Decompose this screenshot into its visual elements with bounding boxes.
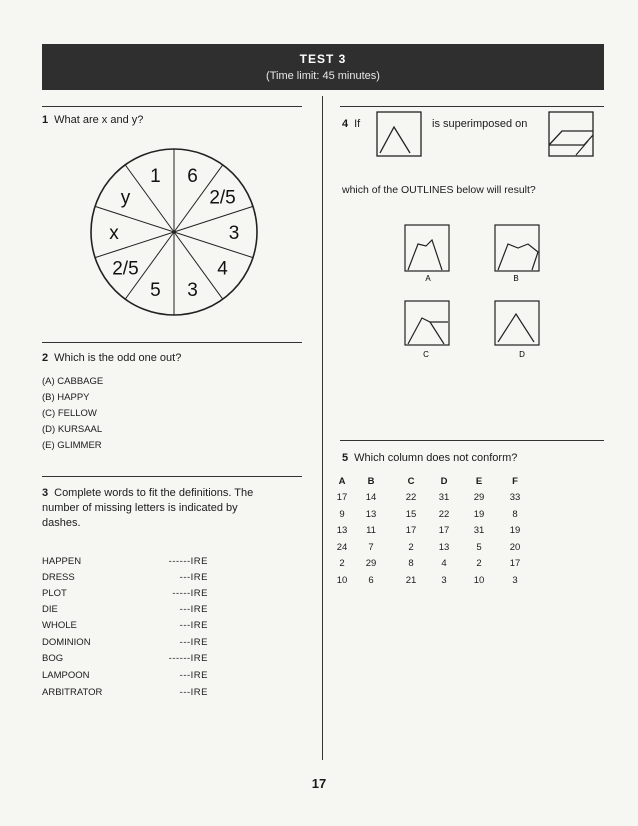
- table-cell: 7: [368, 541, 374, 553]
- outline-option-a: [404, 224, 452, 284]
- table-cell: 13: [365, 508, 377, 520]
- outline-label-d: D: [519, 350, 525, 359]
- divider: [340, 440, 604, 441]
- question-1: [42, 114, 143, 126]
- table-cell: 13: [438, 541, 450, 553]
- column-header: C: [407, 476, 415, 487]
- table-cell: 19: [473, 508, 485, 520]
- table-cell: 29: [365, 558, 377, 569]
- wheel-spoke: [174, 232, 223, 302]
- outline-option-d: [494, 300, 542, 360]
- column-divider: [322, 96, 323, 760]
- question-3: [42, 486, 253, 531]
- table-cell: 3: [512, 574, 518, 586]
- question-text: Which is the odd one out?: [54, 352, 182, 364]
- question-4: [342, 118, 360, 130]
- column-header: D: [440, 476, 448, 487]
- clue-word: HAPPEN: [42, 556, 82, 567]
- answer-pattern: ---IRE: [179, 670, 208, 681]
- answer-pattern: ---IRE: [179, 687, 208, 698]
- clue-word: WHOLE: [42, 620, 77, 631]
- option-d: (D) KURSAAL: [42, 424, 103, 435]
- table-cell: 22: [438, 508, 450, 520]
- table-cell: 33: [509, 492, 521, 503]
- table-cell: 24: [336, 541, 348, 553]
- table-cell: 17: [438, 525, 450, 536]
- table-cell: 17: [405, 525, 417, 536]
- table-cell: 31: [438, 492, 450, 503]
- table-cell: 8: [408, 558, 414, 569]
- table-cell: 2: [339, 558, 345, 569]
- option-b: (B) HAPPY: [42, 392, 90, 403]
- shape-parallelogram-box: [548, 111, 594, 157]
- question-number: 5: [342, 452, 349, 464]
- shape-triangle-box: [376, 111, 422, 157]
- clue-word: DIE: [42, 604, 58, 615]
- column-header: F: [512, 476, 518, 487]
- clue-word: LAMPOON: [42, 670, 90, 681]
- option-e: (E) GLIMMER: [42, 440, 102, 451]
- option-c: (C) FELLOW: [42, 408, 97, 419]
- question-text-line: number of missing letters is indicated by: [42, 502, 238, 514]
- table-cell: 13: [336, 525, 348, 536]
- wheel-spoke: [95, 232, 174, 258]
- table-cell: 31: [473, 525, 485, 536]
- table-cell: 6: [368, 574, 374, 586]
- column-header: A: [338, 476, 346, 487]
- table-cell: 17: [509, 558, 521, 569]
- wheel-segment-label: 1: [150, 165, 161, 187]
- number-wheel: [86, 144, 262, 320]
- divider: [42, 106, 302, 107]
- wheel-segment-label: 4: [217, 258, 228, 280]
- question-number: 2: [42, 352, 49, 364]
- table-cell: 11: [366, 525, 376, 536]
- question-text-line: dashes.: [42, 517, 81, 529]
- answer-pattern: ---IRE: [179, 637, 208, 648]
- table-cell: 19: [509, 525, 521, 536]
- clue-word: DOMINION: [42, 637, 91, 648]
- outline-option-b: [494, 224, 542, 284]
- wheel-spoke: [174, 206, 253, 232]
- divider: [42, 342, 302, 343]
- clue-word: BOG: [42, 653, 64, 664]
- test-title: TEST 3: [299, 52, 347, 66]
- outline-label-a: A: [425, 274, 431, 283]
- time-limit: (Time limit: 45 minutes): [266, 70, 380, 82]
- question-4-subtext: which of the OUTLINES below will result?: [342, 184, 536, 196]
- wheel-segment-label: 6: [187, 165, 198, 187]
- column-header: E: [475, 476, 483, 487]
- table-cell: 3: [441, 574, 447, 586]
- superimposed-text: is superimposed on: [432, 118, 528, 130]
- question-text: What are x and y?: [54, 114, 144, 126]
- table-cell: 2: [476, 558, 482, 569]
- wheel-spoke: [174, 232, 253, 258]
- clue-word: DRESS: [42, 572, 75, 583]
- table-cell: 14: [365, 492, 377, 503]
- divider: [340, 106, 604, 107]
- answer-pattern: ---IRE: [179, 604, 208, 615]
- table-cell: 5: [476, 541, 482, 553]
- table-cell: 29: [473, 492, 485, 503]
- table-cell: 20: [509, 541, 521, 553]
- table-cell: 4: [441, 558, 447, 569]
- option-a: (A) CABBAGE: [42, 376, 104, 387]
- wheel-segment-label: 3: [228, 223, 240, 244]
- wheel-segment-label: 5: [150, 280, 161, 302]
- page-number: 17: [311, 776, 327, 791]
- answer-pattern: ------IRE: [168, 653, 208, 664]
- wheel-segment-label: y: [120, 187, 131, 209]
- table-cell: 9: [339, 508, 345, 520]
- question-number: 3: [42, 487, 49, 499]
- table-cell: 2: [408, 541, 414, 553]
- table-cell: 10: [336, 574, 348, 586]
- outline-label-b: B: [513, 274, 519, 283]
- answer-pattern: -----IRE: [172, 588, 208, 599]
- question-number: 1: [42, 114, 49, 126]
- question-if: If: [354, 118, 361, 130]
- clue-word: PLOT: [42, 588, 67, 599]
- answer-pattern: ---IRE: [179, 620, 208, 631]
- column-header: B: [367, 476, 375, 487]
- wheel-segment-label: 2/5: [112, 258, 139, 280]
- clue-word: ARBITRATOR: [42, 687, 103, 698]
- question-number: 4: [342, 118, 349, 130]
- outline-option-c: [404, 300, 452, 360]
- table-cell: 17: [336, 492, 348, 503]
- table-cell: 10: [473, 574, 485, 586]
- outline-label-c: C: [423, 350, 429, 359]
- wheel-spoke: [95, 206, 174, 232]
- answer-pattern: ------IRE: [168, 556, 208, 567]
- question-text-line: Complete words to fit the definitions. The: [54, 487, 254, 499]
- question-2: [42, 352, 181, 364]
- wheel-segment-label: 2/5: [209, 187, 236, 209]
- table-cell: 21: [405, 574, 417, 586]
- wheel-segment-label: x: [109, 223, 119, 244]
- table-cell: 22: [405, 492, 417, 503]
- wheel-segment-label: 3: [187, 280, 198, 302]
- question-text: Which column does not conform?: [354, 452, 518, 464]
- question-5: [342, 452, 517, 464]
- table-cell: 8: [512, 508, 518, 520]
- divider: [42, 476, 302, 477]
- table-cell: 15: [405, 508, 417, 520]
- answer-pattern: ---IRE: [179, 572, 208, 583]
- test-header-banner: [42, 44, 604, 90]
